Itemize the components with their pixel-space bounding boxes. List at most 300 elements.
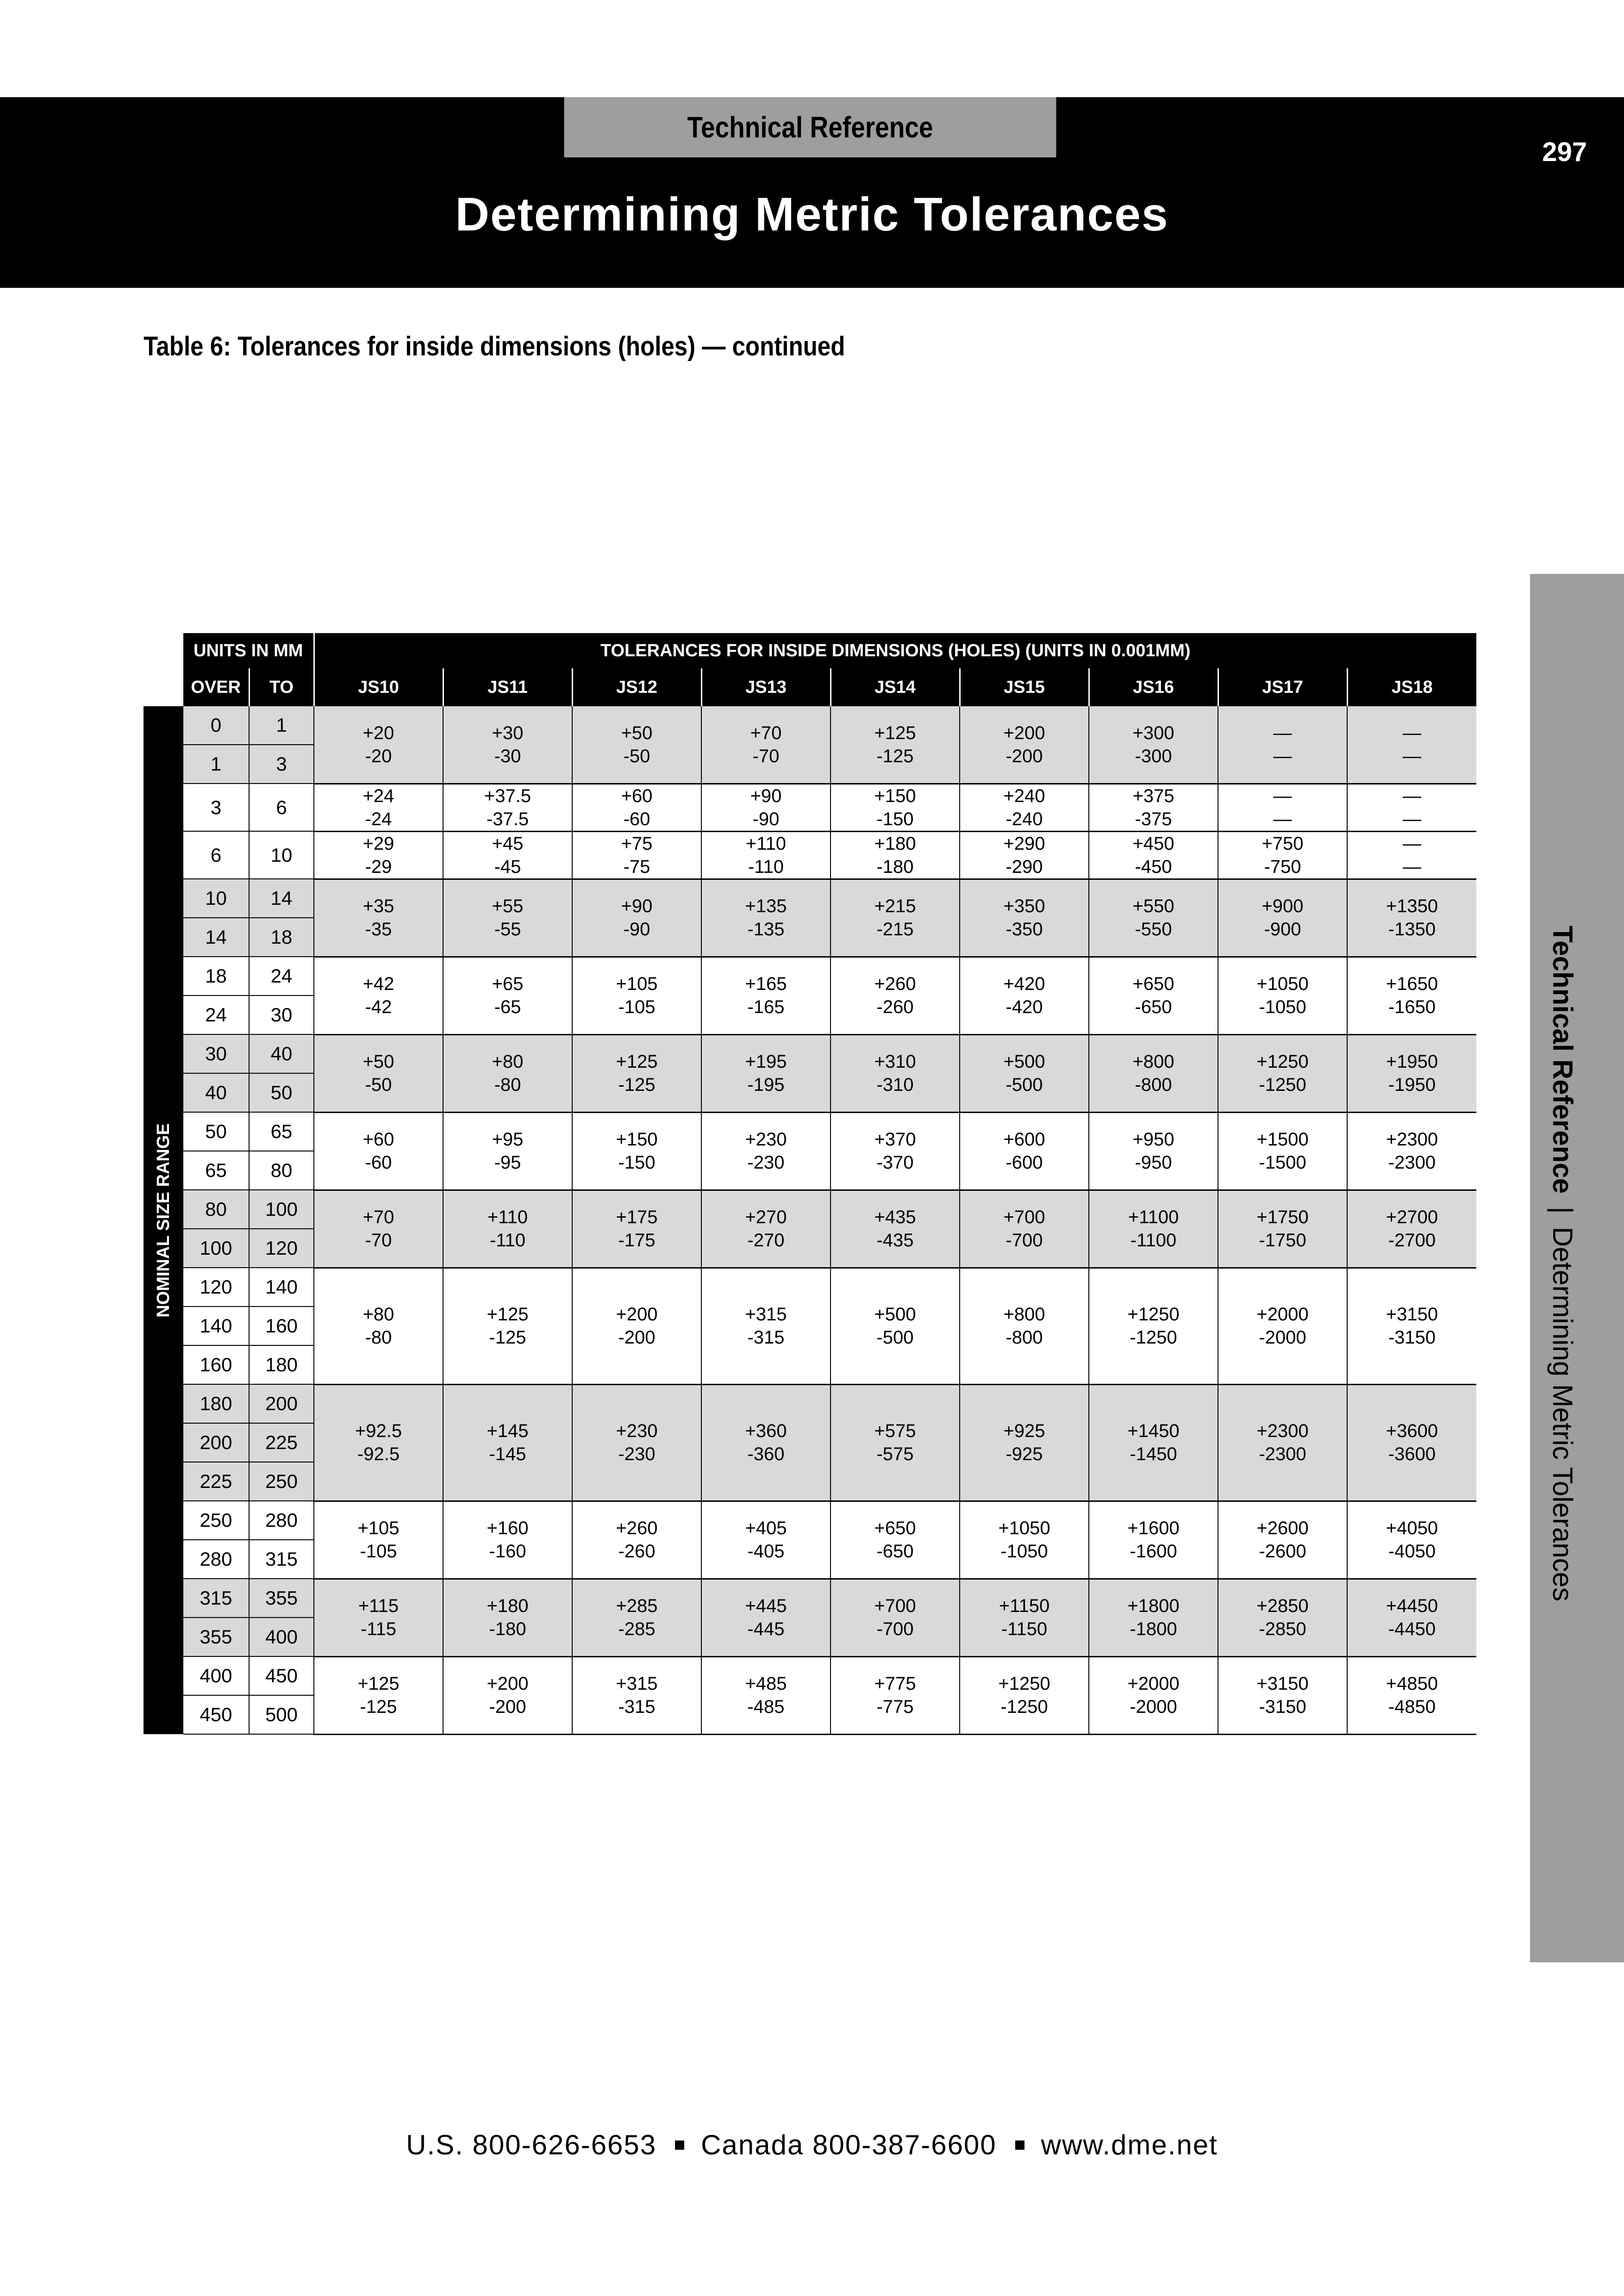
upper-deviation: +115 — [358, 1596, 399, 1616]
lower-deviation: -42 — [365, 997, 392, 1017]
lower-deviation: -115 — [360, 1619, 397, 1639]
tolerance-cell-js13 — [701, 706, 831, 784]
lower-deviation: -105 — [618, 997, 656, 1017]
upper-deviation: +650 — [1132, 974, 1174, 994]
upper-deviation: +650 — [874, 1518, 916, 1538]
tolerance-cell-js16 — [1089, 1384, 1218, 1501]
tolerance-cell-js15 — [960, 831, 1089, 879]
tolerance-cell-js16 — [1089, 784, 1218, 831]
upper-deviation: +125 — [357, 1674, 400, 1694]
tolerance-cell-js14 — [831, 706, 960, 784]
lower-deviation: -200 — [618, 1327, 656, 1348]
table-row — [144, 831, 1476, 879]
upper-deviation: +2000 — [1127, 1674, 1180, 1694]
lower-deviation: -160 — [489, 1541, 526, 1562]
tolerance-cell-js18 — [1347, 1579, 1476, 1656]
lower-deviation: -110 — [489, 1230, 526, 1251]
tolerance-cell-js13 — [701, 879, 831, 957]
upper-deviation: +150 — [616, 1129, 658, 1150]
lower-deviation: -700 — [876, 1619, 914, 1639]
column-header-js15: JS15 — [960, 668, 1089, 706]
tolerance-cell-js18 — [1347, 1384, 1476, 1501]
tolerance-cell-js13 — [701, 831, 831, 879]
tolerance-header: TOLERANCES FOR INSIDE DIMENSIONS (HOLES) (UNITS IN 0.001MM) — [314, 633, 1476, 668]
tolerance-cell-js10 — [314, 1656, 443, 1734]
lower-deviation: -50 — [365, 1075, 392, 1095]
lower-deviation: -75 — [623, 856, 650, 877]
upper-deviation: +60 — [621, 785, 653, 806]
tolerance-cell-js11 — [443, 706, 572, 784]
lower-deviation: -1250 — [1000, 1697, 1048, 1717]
tolerance-cell-js10 — [314, 1384, 443, 1501]
table-row — [144, 784, 1476, 831]
upper-deviation: +2300 — [1256, 1421, 1309, 1441]
tolerance-cell-js17 — [1218, 879, 1347, 957]
upper-deviation: +90 — [621, 896, 653, 916]
column-header-js14: JS14 — [831, 668, 960, 706]
lower-deviation: -150 — [876, 809, 914, 829]
upper-deviation: +925 — [1003, 1421, 1045, 1441]
tolerance-cell-js12 — [572, 879, 701, 957]
tolerance-cell-js17 — [1218, 1034, 1347, 1112]
table-caption: Table 6: Tolerances for inside dimensions (holes) — continued — [144, 331, 845, 361]
tolerance-cell-js15 — [960, 784, 1089, 831]
side-strip-separator: | — [1547, 1207, 1578, 1214]
lower-deviation: -20 — [365, 746, 392, 766]
lower-deviation: — — [1403, 746, 1421, 766]
lower-deviation: -145 — [489, 1444, 526, 1464]
range-over: 225 — [183, 1462, 249, 1501]
nominal-size-range-label — [144, 706, 183, 1734]
upper-deviation: +1600 — [1127, 1518, 1180, 1538]
tolerance-cell-js17 — [1218, 1579, 1347, 1656]
lower-deviation: -360 — [747, 1444, 785, 1464]
upper-deviation: +2850 — [1256, 1596, 1309, 1616]
tolerance-cell-js11 — [443, 1112, 572, 1190]
upper-deviation: +4450 — [1386, 1596, 1438, 1616]
lower-deviation: -30 — [494, 746, 521, 766]
tolerance-cell-js16 — [1089, 957, 1218, 1034]
tolerance-cell-js16 — [1089, 1579, 1218, 1656]
table-row — [144, 1501, 1476, 1540]
side-strip-label — [1547, 926, 1579, 1601]
range-to: 450 — [249, 1656, 314, 1695]
upper-deviation: +95 — [492, 1129, 524, 1150]
tolerance-cell-js15 — [960, 1579, 1089, 1656]
lower-deviation: — — [1403, 856, 1421, 877]
upper-deviation: +1750 — [1256, 1207, 1309, 1227]
range-over: 3 — [183, 784, 249, 831]
range-to: 65 — [249, 1112, 314, 1151]
tolerance-cell-js15 — [960, 1501, 1089, 1579]
tolerance-cell-js18 — [1347, 1501, 1476, 1579]
tolerance-cell-js14 — [831, 1579, 960, 1656]
lower-deviation: -2300 — [1259, 1444, 1306, 1464]
upper-deviation: +550 — [1132, 896, 1174, 916]
range-to: 14 — [249, 879, 314, 918]
lower-deviation: -230 — [618, 1444, 656, 1464]
lower-deviation: -500 — [1006, 1075, 1043, 1095]
range-over: 30 — [183, 1034, 249, 1073]
upper-deviation: +285 — [616, 1596, 658, 1616]
tolerance-cell-js13 — [701, 1112, 831, 1190]
range-to: 3 — [249, 745, 314, 784]
lower-deviation: -650 — [1135, 997, 1172, 1017]
lower-deviation: -80 — [365, 1327, 392, 1348]
tolerance-cell-js16 — [1089, 879, 1218, 957]
lower-deviation: -55 — [494, 919, 521, 940]
lower-deviation: -2600 — [1259, 1541, 1306, 1562]
upper-deviation: +575 — [874, 1421, 916, 1441]
upper-deviation: +165 — [745, 974, 787, 994]
tolerance-cell-js10 — [314, 1190, 443, 1268]
range-over: 24 — [183, 996, 249, 1034]
upper-deviation: +50 — [362, 1052, 394, 1072]
lower-deviation: -1100 — [1130, 1230, 1177, 1251]
range-over: 50 — [183, 1112, 249, 1151]
upper-deviation: +4050 — [1386, 1518, 1438, 1538]
lower-deviation: -1600 — [1130, 1541, 1177, 1562]
tolerance-cell-js17 — [1218, 831, 1347, 879]
range-over: 140 — [183, 1307, 249, 1345]
upper-deviation: — — [1403, 722, 1421, 743]
range-to: 315 — [249, 1540, 314, 1579]
upper-deviation: +145 — [487, 1421, 529, 1441]
upper-deviation: +45 — [492, 833, 524, 854]
upper-deviation: +24 — [362, 785, 394, 806]
upper-deviation: +485 — [745, 1674, 787, 1694]
tolerance-cell-js16 — [1089, 706, 1218, 784]
range-over: 0 — [183, 706, 249, 745]
page-number: 297 — [1542, 137, 1587, 167]
lower-deviation: -575 — [876, 1444, 914, 1464]
upper-deviation: +350 — [1003, 896, 1045, 916]
range-to: 280 — [249, 1501, 314, 1540]
tolerance-cell-js12 — [572, 1579, 701, 1656]
lower-deviation: -1350 — [1388, 919, 1436, 940]
lower-deviation: -92.5 — [357, 1444, 400, 1464]
header-blank — [144, 668, 183, 706]
tolerance-cell-js11 — [443, 784, 572, 831]
bullet-icon — [1015, 2140, 1024, 2150]
lower-deviation: -1650 — [1388, 997, 1436, 1017]
tolerance-cell-js15 — [960, 1268, 1089, 1384]
column-header-js12: JS12 — [572, 668, 701, 706]
upper-deviation: +950 — [1132, 1129, 1174, 1150]
upper-deviation: +37.5 — [484, 785, 531, 806]
lower-deviation: -260 — [618, 1541, 656, 1562]
range-to: 250 — [249, 1462, 314, 1501]
lower-deviation: -1050 — [1259, 997, 1306, 1017]
lower-deviation: -165 — [747, 997, 785, 1017]
upper-deviation: +405 — [745, 1518, 787, 1538]
tolerance-cell-js13 — [701, 957, 831, 1034]
upper-deviation: — — [1273, 722, 1292, 743]
lower-deviation: -600 — [1006, 1152, 1043, 1173]
upper-deviation: — — [1273, 785, 1292, 806]
upper-deviation: +600 — [1003, 1129, 1045, 1150]
range-over: 80 — [183, 1190, 249, 1229]
tolerance-cell-js13 — [701, 1190, 831, 1268]
lower-deviation: -60 — [623, 809, 650, 829]
lower-deviation: -1250 — [1130, 1327, 1177, 1348]
lower-deviation: -950 — [1135, 1152, 1172, 1173]
range-over: 355 — [183, 1618, 249, 1656]
range-to: 200 — [249, 1384, 314, 1423]
range-to: 6 — [249, 784, 314, 831]
tolerance-cell-js17 — [1218, 1384, 1347, 1501]
tolerance-cell-js14 — [831, 1501, 960, 1579]
tolerance-cell-js14 — [831, 1268, 960, 1384]
upper-deviation: +1650 — [1386, 974, 1438, 994]
upper-deviation: +195 — [745, 1052, 787, 1072]
tolerance-cell-js13 — [701, 1579, 831, 1656]
lower-deviation: — — [1273, 809, 1292, 829]
upper-deviation: +200 — [616, 1304, 658, 1325]
upper-deviation: +105 — [357, 1518, 400, 1538]
tolerance-cell-js10 — [314, 1579, 443, 1656]
upper-deviation: +4850 — [1386, 1674, 1438, 1694]
range-to: 355 — [249, 1579, 314, 1618]
table-row — [144, 879, 1476, 918]
range-to: 400 — [249, 1618, 314, 1656]
tolerance-cell-js17 — [1218, 1112, 1347, 1190]
tolerance-cell-js14 — [831, 1034, 960, 1112]
to-header: TO — [249, 668, 314, 706]
lower-deviation: -3150 — [1388, 1327, 1436, 1348]
range-over: 120 — [183, 1268, 249, 1307]
tolerance-cell-js14 — [831, 1384, 960, 1501]
lower-deviation: -60 — [365, 1152, 392, 1173]
upper-deviation: +300 — [1132, 722, 1174, 743]
tolerance-cell-js10 — [314, 706, 443, 784]
lower-deviation: -200 — [1006, 746, 1043, 766]
tolerance-cell-js11 — [443, 831, 572, 879]
tolerance-cell-js14 — [831, 879, 960, 957]
table-row — [144, 1579, 1476, 1618]
tolerance-cell-js16 — [1089, 831, 1218, 879]
lower-deviation: -80 — [494, 1075, 521, 1095]
table-row — [144, 1190, 1476, 1229]
lower-deviation: -95 — [494, 1152, 521, 1173]
units-header: UNITS IN MM — [183, 633, 314, 668]
tolerance-cell-js11 — [443, 879, 572, 957]
tolerance-cell-js15 — [960, 1384, 1089, 1501]
lower-deviation: -230 — [747, 1152, 785, 1173]
tolerance-cell-js17 — [1218, 1190, 1347, 1268]
side-strip-section: Technical Reference — [1547, 926, 1578, 1194]
lower-deviation: -550 — [1135, 919, 1172, 940]
tolerance-cell-js16 — [1089, 1268, 1218, 1384]
upper-deviation: +315 — [616, 1674, 658, 1694]
tolerance-cell-js13 — [701, 784, 831, 831]
table-row — [144, 1112, 1476, 1151]
lower-deviation: -90 — [623, 919, 650, 940]
table-row — [144, 1384, 1476, 1423]
lower-deviation: -240 — [1006, 809, 1043, 829]
lower-deviation: -2300 — [1388, 1152, 1436, 1173]
range-over: 100 — [183, 1229, 249, 1268]
tolerance-cell-js12 — [572, 784, 701, 831]
lower-deviation: -200 — [489, 1697, 526, 1717]
upper-deviation: +310 — [874, 1052, 916, 1072]
range-over: 160 — [183, 1345, 249, 1384]
upper-deviation: +92.5 — [355, 1421, 402, 1441]
upper-deviation: +80 — [362, 1304, 394, 1325]
lower-deviation: -500 — [876, 1327, 914, 1348]
tolerance-cell-js12 — [572, 1501, 701, 1579]
lower-deviation: -125 — [360, 1697, 397, 1717]
upper-deviation: +2300 — [1386, 1129, 1438, 1150]
lower-deviation: -110 — [748, 856, 784, 877]
upper-deviation: +1500 — [1256, 1129, 1309, 1150]
lower-deviation: -420 — [1006, 997, 1043, 1017]
range-over: 400 — [183, 1656, 249, 1695]
lower-deviation: -1500 — [1259, 1152, 1306, 1173]
upper-deviation: +175 — [616, 1207, 658, 1227]
upper-deviation: +80 — [492, 1052, 524, 1072]
lower-deviation: — — [1403, 809, 1421, 829]
lower-deviation: -37.5 — [486, 809, 529, 829]
tolerance-cell-js12 — [572, 706, 701, 784]
upper-deviation: +2600 — [1256, 1518, 1309, 1538]
upper-deviation: +700 — [1003, 1207, 1045, 1227]
tolerance-cell-js16 — [1089, 1190, 1218, 1268]
upper-deviation: +125 — [616, 1052, 658, 1072]
range-over: 40 — [183, 1073, 249, 1112]
range-to: 500 — [249, 1695, 314, 1734]
lower-deviation: -800 — [1006, 1327, 1043, 1348]
tolerance-cell-js14 — [831, 784, 960, 831]
range-over: 180 — [183, 1384, 249, 1423]
column-header-js18: JS18 — [1347, 668, 1476, 706]
upper-deviation: +315 — [745, 1304, 787, 1325]
lower-deviation: -180 — [876, 856, 914, 877]
upper-deviation: +65 — [492, 974, 524, 994]
lower-deviation: -35 — [365, 919, 392, 940]
range-to: 80 — [249, 1151, 314, 1190]
lower-deviation: -2000 — [1130, 1697, 1177, 1717]
upper-deviation: +200 — [1003, 722, 1045, 743]
tolerance-cell-js18 — [1347, 831, 1476, 879]
tolerance-cell-js17 — [1218, 1501, 1347, 1579]
upper-deviation: +270 — [745, 1207, 787, 1227]
upper-deviation: +230 — [616, 1421, 658, 1441]
tolerance-cell-js16 — [1089, 1501, 1218, 1579]
upper-deviation: +1250 — [1256, 1052, 1309, 1072]
upper-deviation: +110 — [487, 1207, 528, 1227]
range-to: 30 — [249, 996, 314, 1034]
tolerance-cell-js15 — [960, 706, 1089, 784]
upper-deviation: +125 — [874, 722, 916, 743]
lower-deviation: -195 — [747, 1075, 785, 1095]
tolerance-cell-js16 — [1089, 1112, 1218, 1190]
lower-deviation: -24 — [365, 809, 392, 829]
tolerance-cell-js15 — [960, 957, 1089, 1034]
upper-deviation: +75 — [621, 833, 653, 854]
lower-deviation: -435 — [876, 1230, 914, 1251]
upper-deviation: +775 — [874, 1674, 916, 1694]
upper-deviation: +1050 — [998, 1518, 1050, 1538]
upper-deviation: — — [1403, 785, 1421, 806]
lower-deviation: -900 — [1264, 919, 1301, 940]
range-to: 1 — [249, 706, 314, 745]
lower-deviation: — — [1273, 746, 1292, 766]
tolerance-cell-js18 — [1347, 879, 1476, 957]
tolerance-cell-js11 — [443, 1656, 572, 1734]
upper-deviation: +29 — [362, 833, 394, 854]
upper-deviation: +1250 — [1127, 1304, 1180, 1325]
footer-website: www.dme.net — [1041, 2129, 1218, 2160]
lower-deviation: -1250 — [1259, 1075, 1306, 1095]
range-over: 65 — [183, 1151, 249, 1190]
tolerance-cell-js10 — [314, 957, 443, 1034]
upper-deviation: +160 — [487, 1518, 529, 1538]
upper-deviation: +1100 — [1128, 1207, 1179, 1227]
lower-deviation: -65 — [494, 997, 521, 1017]
lower-deviation: -1800 — [1130, 1619, 1177, 1639]
lower-deviation: -350 — [1006, 919, 1043, 940]
tolerance-cell-js12 — [572, 957, 701, 1034]
tolerance-cell-js14 — [831, 957, 960, 1034]
lower-deviation: -175 — [618, 1230, 656, 1251]
tolerance-cell-js16 — [1089, 1656, 1218, 1734]
tolerance-cell-js13 — [701, 1501, 831, 1579]
column-header-js16: JS16 — [1089, 668, 1218, 706]
lower-deviation: -1050 — [1000, 1541, 1048, 1562]
lower-deviation: -370 — [876, 1152, 914, 1173]
upper-deviation: +360 — [745, 1421, 787, 1441]
range-to: 120 — [249, 1229, 314, 1268]
range-to: 180 — [249, 1345, 314, 1384]
range-over: 450 — [183, 1695, 249, 1734]
upper-deviation: +30 — [492, 722, 524, 743]
tolerance-cell-js14 — [831, 1190, 960, 1268]
tolerance-cell-js15 — [960, 879, 1089, 957]
lower-deviation: -450 — [1135, 856, 1172, 877]
tolerance-cell-js18 — [1347, 1268, 1476, 1384]
upper-deviation: +370 — [874, 1129, 916, 1150]
tolerance-cell-js12 — [572, 831, 701, 879]
upper-deviation: +900 — [1262, 896, 1304, 916]
tolerance-cell-js10 — [314, 879, 443, 957]
lower-deviation: -3600 — [1388, 1444, 1436, 1464]
lower-deviation: -1950 — [1388, 1075, 1436, 1095]
column-header-js10: JS10 — [314, 668, 443, 706]
upper-deviation: +240 — [1003, 785, 1045, 806]
upper-deviation: +290 — [1003, 833, 1045, 854]
tolerance-cell-js17 — [1218, 957, 1347, 1034]
range-to: 40 — [249, 1034, 314, 1073]
lower-deviation: -50 — [623, 746, 650, 766]
range-over: 14 — [183, 918, 249, 957]
tolerance-cell-js11 — [443, 1579, 572, 1656]
upper-deviation: +50 — [621, 722, 653, 743]
tolerance-cell-js12 — [572, 1656, 701, 1734]
tolerance-cell-js14 — [831, 831, 960, 879]
tolerance-cell-js11 — [443, 1384, 572, 1501]
tolerance-cell-js13 — [701, 1656, 831, 1734]
upper-deviation: +150 — [874, 785, 916, 806]
range-to: 140 — [249, 1268, 314, 1307]
upper-deviation: +1350 — [1386, 896, 1438, 916]
upper-deviation: +375 — [1132, 785, 1174, 806]
side-strip-topic: Determining Metric Tolerances — [1547, 1226, 1578, 1601]
section-tab: Technical Reference — [564, 97, 1056, 157]
lower-deviation: -2000 — [1259, 1327, 1306, 1348]
lower-deviation: -375 — [1135, 809, 1172, 829]
lower-deviation: -300 — [1135, 746, 1172, 766]
